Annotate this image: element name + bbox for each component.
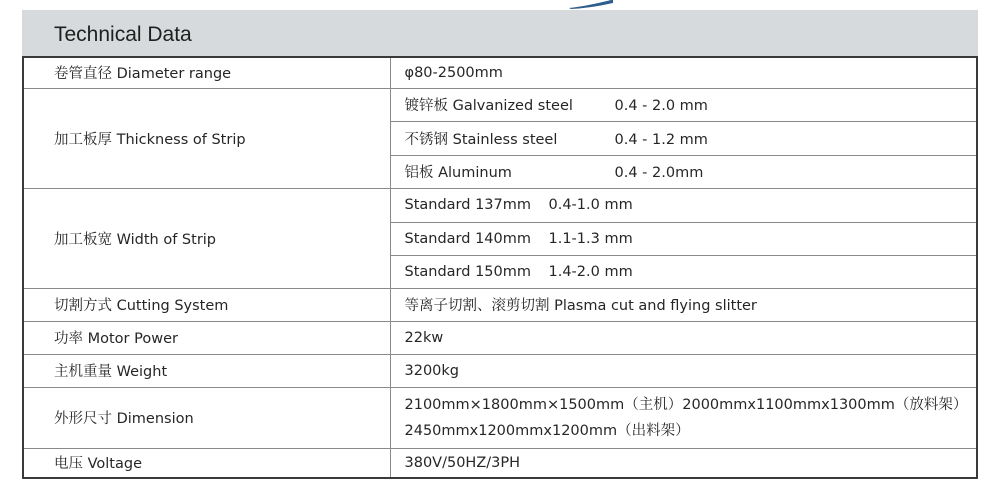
material-name: 镀锌板 Galvanized steel: [404, 98, 573, 114]
table-row-thickness: [23, 88, 977, 121]
standard-size: Standard 140mm: [404, 230, 531, 247]
table-row-weight: [23, 354, 977, 387]
width-range: 1.1-1.3 mm: [548, 230, 633, 247]
material-name: 不锈钢 Stainless steel: [404, 131, 558, 148]
table-row-cutting: [23, 288, 977, 321]
row-value: φ80-2500mm: [390, 57, 977, 88]
standard-size: Standard 150mm: [404, 263, 531, 280]
thickness-range: 0.4 - 2.0 mm: [614, 98, 708, 114]
table-row-dimension: [23, 387, 977, 448]
row-label: 电压 Voltage: [23, 448, 390, 478]
thickness-item: [390, 155, 977, 188]
section-title: Technical Data: [54, 23, 192, 46]
row-label: 切割方式 Cutting System: [23, 288, 390, 321]
table-row-voltage: [23, 448, 977, 478]
row-value: 等离子切割、滚剪切割 Plasma cut and flying slitter: [390, 288, 977, 321]
table-row-power: [23, 321, 977, 354]
width-item: [390, 255, 977, 288]
dimension-line-2: 2450mmx1200mmx1200mm（出料架）: [404, 422, 690, 439]
row-value: 3200kg: [390, 354, 977, 387]
row-label: 加工板宽 Width of Strip: [23, 188, 390, 288]
row-label: 卷管直径 Diameter range: [23, 57, 390, 88]
material-name: 铝板 Aluminum: [404, 165, 512, 181]
thickness-range: 0.4 - 2.0mm: [614, 165, 704, 181]
row-value: [390, 387, 977, 448]
decorative-graphic: [567, 0, 613, 9]
thickness-item: [390, 121, 977, 155]
width-range: 0.4-1.0 mm: [548, 197, 633, 213]
table-row-width: [23, 188, 977, 222]
thickness-range: 0.4 - 1.2 mm: [614, 131, 708, 148]
width-item: [390, 222, 977, 255]
section-header: [22, 10, 978, 56]
row-label: 加工板厚 Thickness of Strip: [23, 88, 390, 188]
row-value: 380V/50HZ/3PH: [390, 448, 977, 478]
standard-size: Standard 137mm: [404, 197, 531, 213]
width-item: [390, 188, 977, 222]
table-row-diameter: [23, 57, 977, 88]
technical-data-table: [22, 56, 978, 479]
width-range: 1.4-2.0 mm: [548, 263, 633, 280]
thickness-item: [390, 88, 977, 121]
row-value: 22kw: [390, 321, 977, 354]
row-label: 外形尺寸 Dimension: [23, 387, 390, 448]
dimension-line-1: 2100mm×1800mm×1500mm（主机）2000mmx1100mmx1300mm（放料架）: [404, 396, 968, 413]
row-label: 功率 Motor Power: [23, 321, 390, 354]
row-label: 主机重量 Weight: [23, 354, 390, 387]
